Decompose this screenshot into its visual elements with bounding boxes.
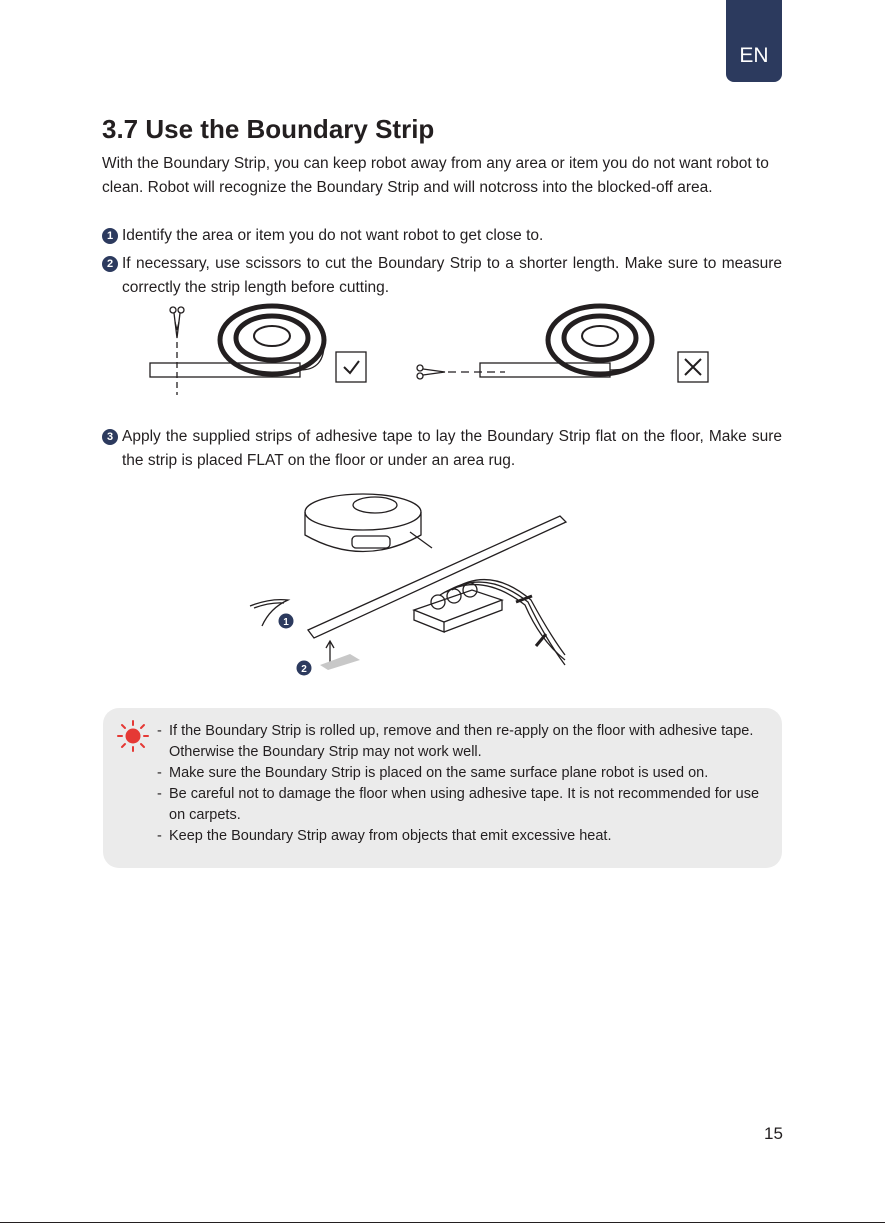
cut-strip-illustration xyxy=(140,300,720,400)
caution-list xyxy=(157,721,773,847)
robot-vacuum-icon xyxy=(305,494,432,552)
caution-note-box xyxy=(103,708,782,868)
caution-item: - Keep the Boundary Strip away from objects that emit excessive heat. xyxy=(157,826,773,847)
scissors-icon xyxy=(170,307,184,338)
intro-paragraph: With the Boundary Strip, you can keep robot away from any area or item you do not want robot to clean. Robot will recognize the Boundary Strip and will notcross into the blocked-off area. xyxy=(102,155,769,196)
apply-strip-illustration xyxy=(240,490,580,690)
step-text: Identify the area or item you do not want robot to get close to. xyxy=(122,227,544,244)
language-tab: EN xyxy=(726,0,782,82)
power-strip-icon xyxy=(414,583,502,632)
caution-item: - Make sure the Boundary Strip is placed on the same surface plane robot is used on. xyxy=(157,763,773,784)
caution-item: - Be careful not to damage the floor when using adhesive tape. It is not recommended for use on carpets. xyxy=(157,784,773,826)
callout-label-2: 2 xyxy=(301,664,307,675)
warning-sun-icon xyxy=(117,720,149,752)
page-number: 15 xyxy=(764,1124,783,1143)
step-1 xyxy=(102,224,782,248)
callout-label-1: 1 xyxy=(283,617,289,628)
caution-item: - If the Boundary Strip is rolled up, remove and then re-apply on the floor with adhesive tape. Otherwise the Boundary Strip may not work well. xyxy=(157,721,773,763)
section-title: 3.7 Use the Boundary Strip xyxy=(102,114,435,144)
step-number-badge: 2 xyxy=(102,256,118,272)
step-number-badge: 3 xyxy=(102,429,118,445)
step-text: If necessary, use scissors to cut the Boundary Strip to a shorter length. Make sure to measure correctly the strip length before cutting. xyxy=(122,255,782,296)
step-3 xyxy=(102,425,782,473)
bottom-rule xyxy=(0,1222,885,1223)
scissors-icon xyxy=(417,365,445,379)
step-2 xyxy=(102,252,782,300)
step-number-badge: 1 xyxy=(102,228,118,244)
step-text: Apply the supplied strips of adhesive tape to lay the Boundary Strip flat on the floor, Make sure the strip is placed FLAT on the floor or under an area rug. xyxy=(122,428,782,469)
